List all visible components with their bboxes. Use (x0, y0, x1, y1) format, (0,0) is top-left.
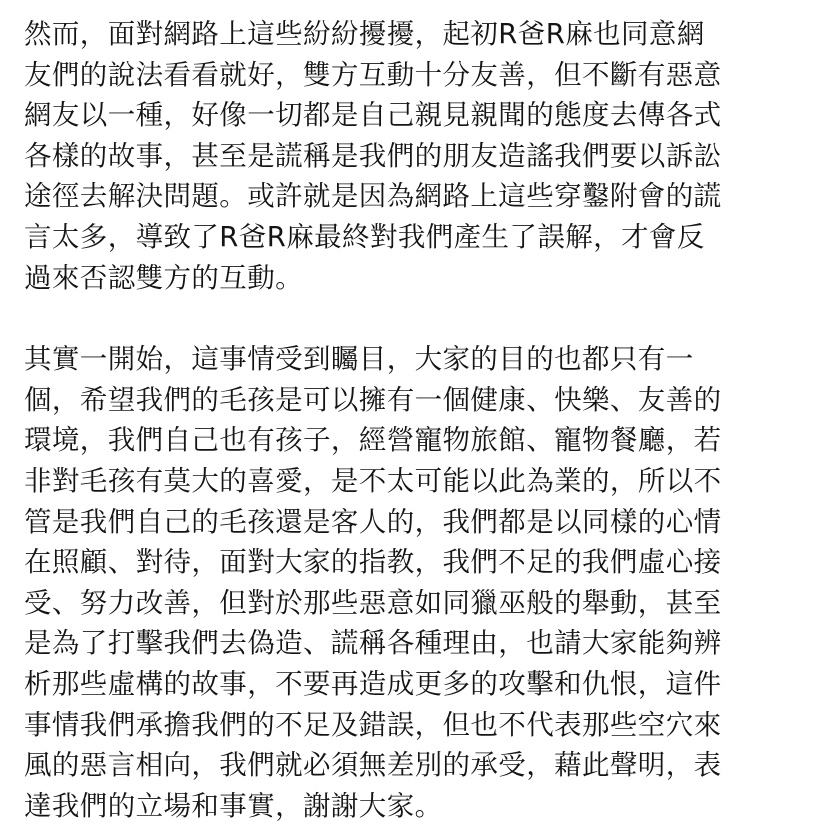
paragraph-1 (24, 14, 814, 298)
statement-document (24, 14, 814, 826)
text-line: 環境，我們自己也有孩子，經營寵物旅館、寵物餐廳，若 (24, 424, 722, 457)
paragraph-spacer (24, 298, 814, 339)
text-line: 事情我們承擔我們的不足及錯誤，但也不代表那些空穴來 (24, 708, 722, 741)
text-line: 在照顧、對待，面對大家的指教，我們不足的我們虛心接 (24, 546, 722, 579)
text-line: 個，希望我們的毛孩是可以擁有一個健康、快樂、友善的 (24, 383, 722, 416)
text-line: 言太多，導致了R爸R麻最終對我們產生了誤解，才會反 (24, 220, 705, 253)
text-line: 管是我們自己的毛孩還是客人的，我們都是以同樣的心情 (24, 505, 722, 538)
text-line: 然而，面對網路上這些紛紛擾擾，起初R爸R麻也同意網 (24, 18, 705, 50)
text-line: 友們的說法看看就好，雙方互動十分友善，但不斷有惡意 (24, 58, 722, 91)
text-line: 非對毛孩有莫大的喜愛，是不太可能以此為業的，所以不 (24, 464, 722, 497)
text-line: 受、努力改善，但對於那些惡意如同獵巫般的舉動，甚至 (24, 586, 722, 619)
text-line: 是為了打擊我們去偽造、謊稱各種理由，也請大家能夠辨 (24, 627, 722, 660)
text-line: 過來否認雙方的互動。 (24, 261, 303, 294)
text-line: 其實一開始，這事情受到矚目，大家的目的也都只有一 (24, 343, 694, 376)
text-line: 網友以一種，好像一切都是自己親見親聞的態度去傳各式 (24, 99, 722, 132)
text-line: 途徑去解決問題。或許就是因為網路上這些穿鑿附會的謊 (24, 180, 722, 213)
text-line: 析那些虛構的故事，不要再造成更多的攻擊和仇恨，這件 (24, 667, 722, 700)
text-line: 達我們的立場和事實，謝謝大家。 (24, 789, 443, 822)
paragraph-2 (24, 339, 814, 826)
text-line: 風的惡言相向，我們就必須無差別的承受，藉此聲明，表 (24, 749, 722, 782)
text-line: 各樣的故事，甚至是謊稱是我們的朋友造謠我們要以訴訟 (24, 139, 722, 172)
